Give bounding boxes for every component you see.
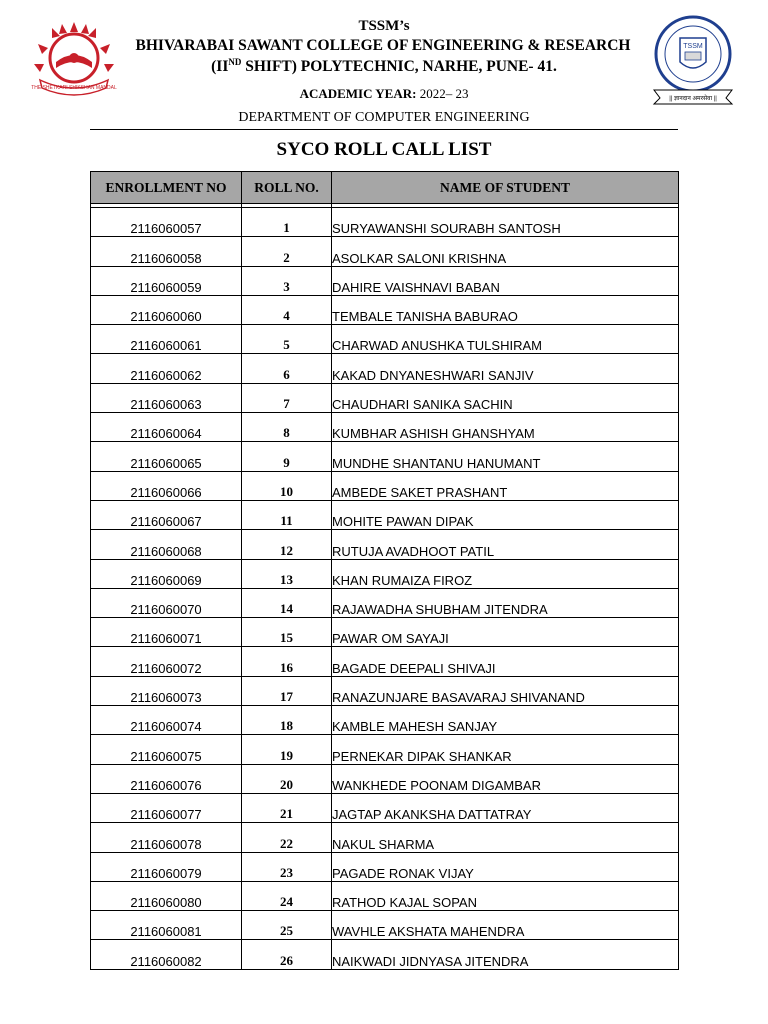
roll-cell: 1: [242, 208, 332, 237]
table-row: [91, 764, 679, 793]
roll-cell: 7: [242, 383, 332, 412]
roll-cell: 4: [242, 295, 332, 324]
student-name-cell: NAIKWADI JIDNYASA JITENDRA: [332, 940, 679, 969]
student-name-cell: RAJAWADHA SHUBHAM JITENDRA: [332, 588, 679, 617]
student-name-cell: RUTUJA AVADHOOT PATIL: [332, 530, 679, 559]
table-row: [91, 354, 679, 383]
student-name-cell: KHAN RUMAIZA FIROZ: [332, 559, 679, 588]
roll-cell: 11: [242, 500, 332, 529]
enrollment-cell: 2116060066: [91, 471, 242, 500]
academic-year-label: ACADEMIC YEAR:: [299, 86, 417, 101]
table-row: [91, 911, 679, 940]
enrollment-cell: 2116060058: [91, 237, 242, 266]
roll-cell: 16: [242, 647, 332, 676]
table-row: [91, 793, 679, 822]
student-name-cell: PAWAR OM SAYAJI: [332, 618, 679, 647]
enrollment-cell: 2116060069: [91, 559, 242, 588]
poly-rest: SHIFT) POLYTECHNIC, NARHE, PUNE- 41.: [241, 58, 557, 76]
enrollment-cell: 2116060059: [91, 266, 242, 295]
roll-cell: 14: [242, 588, 332, 617]
enrollment-cell: 2116060078: [91, 823, 242, 852]
roll-cell: 18: [242, 706, 332, 735]
enrollment-cell: 2116060065: [91, 442, 242, 471]
roll-cell: 10: [242, 471, 332, 500]
roll-call-table: [90, 171, 679, 970]
page-title: SYCO ROLL CALL LIST: [276, 139, 492, 160]
department-name: DEPARTMENT OF COMPUTER ENGINEERING: [238, 110, 530, 125]
student-name-cell: ASOLKAR SALONI KRISHNA: [332, 237, 679, 266]
student-name-cell: BAGADE DEEPALI SHIVAJI: [332, 647, 679, 676]
table-row: [91, 881, 679, 910]
table-row: [91, 588, 679, 617]
table-row: [91, 530, 679, 559]
table-row: [91, 237, 679, 266]
roll-cell: 6: [242, 354, 332, 383]
college-name: BHIVARABAI SAWANT COLLEGE OF ENGINEERING & RESEARCH: [135, 37, 631, 54]
student-name-cell: SURYAWANSHI SOURABH SANTOSH: [332, 208, 679, 237]
poly-superscript: ND: [228, 57, 242, 67]
table-row: [91, 647, 679, 676]
table-row: [91, 559, 679, 588]
roll-cell: 25: [242, 911, 332, 940]
student-name-cell: DAHIRE VAISHNAVI BABAN: [332, 266, 679, 295]
header-name: NAME OF STUDENT: [332, 172, 679, 204]
header-divider: [90, 129, 678, 130]
roll-cell: 3: [242, 266, 332, 295]
roll-cell: 24: [242, 881, 332, 910]
enrollment-cell: 2116060076: [91, 764, 242, 793]
table-row: [91, 940, 679, 969]
table-row: [91, 676, 679, 705]
enrollment-cell: 2116060061: [91, 325, 242, 354]
table-row: [91, 852, 679, 881]
enrollment-cell: 2116060060: [91, 295, 242, 324]
roll-cell: 26: [242, 940, 332, 969]
roll-cell: 20: [242, 764, 332, 793]
header-roll: ROLL NO.: [242, 172, 332, 204]
table-row: [91, 823, 679, 852]
student-name-cell: MUNDHE SHANTANU HANUMANT: [332, 442, 679, 471]
student-name-cell: KAKAD DNYANESHWARI SANJIV: [332, 354, 679, 383]
student-name-cell: KUMBHAR ASHISH GHANSHYAM: [332, 413, 679, 442]
student-name-cell: NAKUL SHARMA: [332, 823, 679, 852]
roll-cell: 12: [242, 530, 332, 559]
table-row: [91, 295, 679, 324]
table-row: [91, 618, 679, 647]
student-name-cell: CHARWAD ANUSHKA TULSHIRAM: [332, 325, 679, 354]
roll-cell: 15: [242, 618, 332, 647]
enrollment-cell: 2116060072: [91, 647, 242, 676]
table-row: [91, 325, 679, 354]
table-row: [91, 383, 679, 412]
table-row: [91, 413, 679, 442]
enrollment-cell: 2116060079: [91, 852, 242, 881]
table-row: [91, 266, 679, 295]
enrollment-cell: 2116060080: [91, 881, 242, 910]
roll-cell: 5: [242, 325, 332, 354]
enrollment-cell: 2116060074: [91, 706, 242, 735]
table-row: [91, 471, 679, 500]
enrollment-cell: 2116060063: [91, 383, 242, 412]
enrollment-cell: 2116060082: [91, 940, 242, 969]
student-name-cell: RANAZUNJARE BASAVARAJ SHIVANAND: [332, 676, 679, 705]
enrollment-cell: 2116060077: [91, 793, 242, 822]
student-name-cell: TEMBALE TANISHA BABURAO: [332, 295, 679, 324]
student-name-cell: CHAUDHARI SANIKA SACHIN: [332, 383, 679, 412]
table-row: [91, 208, 679, 237]
student-name-cell: PAGADE RONAK VIJAY: [332, 852, 679, 881]
enrollment-cell: 2116060073: [91, 676, 242, 705]
student-name-cell: WANKHEDE POONAM DIGAMBAR: [332, 764, 679, 793]
polytechnic-name: [100, 57, 668, 76]
enrollment-cell: 2116060068: [91, 530, 242, 559]
roll-cell: 22: [242, 823, 332, 852]
table-body: [91, 204, 679, 970]
roll-cell: 19: [242, 735, 332, 764]
logo-left-text: THE SHETKARI SHIKSHAN MANDAL: [31, 85, 117, 91]
table-header-row: [91, 172, 679, 204]
student-name-cell: PERNEKAR DIPAK SHANKAR: [332, 735, 679, 764]
enrollment-cell: 2116060067: [91, 500, 242, 529]
header-enrollment: ENROLLMENT NO: [91, 172, 242, 204]
academic-year: [100, 86, 668, 102]
student-name-cell: AMBEDE SAKET PRASHANT: [332, 471, 679, 500]
student-name-cell: WAVHLE AKSHATA MAHENDRA: [332, 911, 679, 940]
enrollment-cell: 2116060081: [91, 911, 242, 940]
enrollment-cell: 2116060070: [91, 588, 242, 617]
roll-cell: 2: [242, 237, 332, 266]
enrollment-cell: 2116060075: [91, 735, 242, 764]
roll-cell: 8: [242, 413, 332, 442]
enrollment-cell: 2116060064: [91, 413, 242, 442]
roll-cell: 21: [242, 793, 332, 822]
student-name-cell: RATHOD KAJAL SOPAN: [332, 881, 679, 910]
table-row: [91, 500, 679, 529]
logo-right-text: TSSM: [683, 43, 703, 50]
roll-cell: 17: [242, 676, 332, 705]
roll-cell: 13: [242, 559, 332, 588]
student-name-cell: JAGTAP AKANKSHA DATTATRAY: [332, 793, 679, 822]
academic-year-value: 2022– 23: [416, 86, 469, 101]
enrollment-cell: 2116060057: [91, 208, 242, 237]
table-row: [91, 442, 679, 471]
org-name: TSSM’s: [358, 18, 410, 34]
student-name-cell: MOHITE PAWAN DIPAK: [332, 500, 679, 529]
table-row: [91, 706, 679, 735]
enrollment-cell: 2116060071: [91, 618, 242, 647]
student-name-cell: KAMBLE MAHESH SANJAY: [332, 706, 679, 735]
enrollment-cell: 2116060062: [91, 354, 242, 383]
roll-cell: 23: [242, 852, 332, 881]
table-row: [91, 735, 679, 764]
logo-right-banner: || ज्ञानदान अमरसेवा ||: [669, 96, 717, 102]
roll-cell: 9: [242, 442, 332, 471]
poly-prefix: (II: [211, 58, 229, 76]
